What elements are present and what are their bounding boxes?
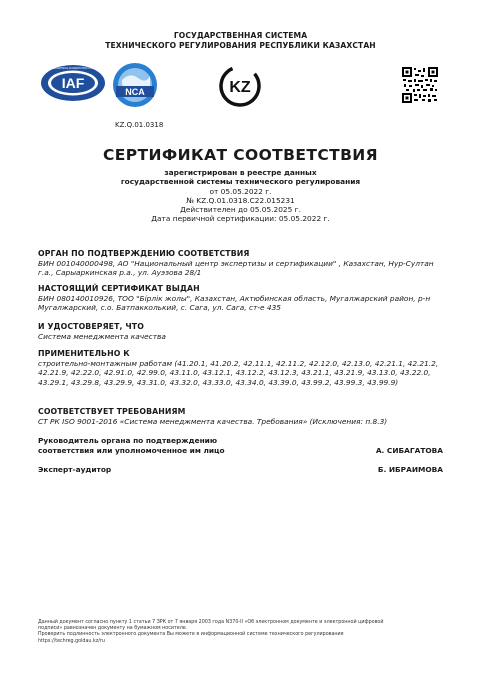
certificate-title: СЕРТИФИКАТ СООТВЕТСТВИЯ: [103, 146, 378, 164]
qr-code[interactable]: [402, 67, 438, 103]
footer-line-1: Данный документ согласно пункту 1 статьи 7 ЗРК от 7 января 2003 года N370-II «Об электронном документе и электронной цифровой: [38, 620, 384, 625]
section-issued-heading: НАСТОЯЩИЙ СЕРТИФИКАТ ВЫДАН: [38, 284, 200, 293]
iaf-logo-text: IAF: [61, 75, 85, 91]
certificate-number: № KZ.Q.01.0318.C22.015231: [186, 195, 295, 205]
registration-number: KZ.Q.01.0318: [115, 121, 164, 129]
section-requirements: [38, 407, 448, 426]
section-requirements-text: СТ РК ISO 9001-2016 «Система менеджмента качества. Требования» (Исключения: п.8.3): [38, 416, 388, 426]
section-certifies-heading: И УДОСТОВЕРЯЕТ, ЧТО: [38, 322, 144, 331]
iaf-logo: [40, 64, 106, 102]
head-label-line-2: соответствия или уполномоченное им лицо: [38, 445, 225, 455]
footer-line-2: подписи» равнозначен документу на бумажном носителе.: [38, 626, 188, 632]
iaf-ring-text: INTERNATIONAL ACCREDITATION FORUM: [49, 68, 97, 71]
footer-line-3: Проверить подлинность электронного документа Вы можете в информационной системе технического регулирования: [38, 632, 344, 638]
section-applicable: [38, 349, 448, 387]
head-signature-name: А. СИБАГАТОВА: [375, 446, 443, 455]
initial-certification-date: Дата первичной сертификации: 05.05.2022 г.: [151, 214, 330, 224]
section-certifies-text: Система менеджмента качества: [38, 331, 166, 341]
subtitle-line-2: государственной системы технического регулирования: [120, 177, 361, 187]
head-signature-label: [38, 436, 225, 455]
subtitle-date: от 05.05.2022 г.: [209, 186, 272, 196]
section-organ: [38, 249, 448, 278]
header-line-1: ГОСУДАРСТВЕННАЯ СИСТЕМА: [173, 31, 308, 40]
section-organ-heading: ОРГАН ПО ПОДТВЕРЖДЕНИЮ СООТВЕТСТВИЯ: [38, 249, 250, 258]
header-line-2: ТЕХНИЧЕСКОГО РЕГУЛИРОВАНИЯ РЕСПУБЛИКИ КАЗАХСТАН: [105, 41, 376, 50]
nca-logo: [110, 62, 160, 108]
section-applicable-heading: ПРИМЕНИТЕЛЬНО К: [38, 349, 130, 358]
legal-footer: [38, 620, 448, 645]
section-requirements-heading: СООТВЕТСТВУЕТ ТРЕБОВАНИЯМ: [38, 407, 186, 416]
valid-until: Действителен до 05.05.2025 г.: [180, 205, 301, 215]
subtitle-line-1: зарегистрирован в реестре данных: [164, 168, 317, 177]
auditor-name: Б. ИБРАИМОВА: [377, 465, 443, 474]
section-certifies: [38, 322, 448, 341]
section-applicable-text: строительно-монтажным работам (41.20.1, 41.20.2, 42.11.1, 42.11.2, 42.12.0, 42.13.0, 42.21.1, 42.21.2, 42.21.9, 42.22.0, 42.91.0, 42.99.0, 43.11.0, 43.12.1, 43.12.2, 43.12.3, 43.21.1, 43.21.9, 43.13.0, 43.22.0, 43.29.1, 43.29.8, 43.29.9, 43.31.0, 43.32.0, 43.33.0, 43.34.0, 43.39.0, 43.99.2, 43.99.3, 43.99.9): [38, 358, 439, 387]
footer-link[interactable]: https://techreg.goldau.kz/ru: [38, 638, 105, 644]
conformity-mark-text: KZ: [229, 79, 251, 96]
nca-logo-text: NCA: [125, 87, 145, 97]
section-organ-text: БИН 001040000498, АО "Национальный центр экспертизы и сертификации" , Казахстан, Нур-Султан г.а., Сарыаркинская р.а., ул. Ауэзова 28/1: [38, 258, 434, 278]
certificate-subtitle: [0, 168, 481, 224]
section-issued: [38, 284, 448, 313]
section-issued-text: БИН 080140010926, ТОО "Бірлік жолы", Казахстан, Актюбинская область, Мугалжарский район, р-н Мугалжарский, с.о. Батпакколький, с. Сага, ул. Сага, ст-е 435: [38, 293, 431, 313]
head-label-line-1: Руководитель органа по подтверждению: [38, 436, 218, 445]
document-header: [0, 31, 481, 51]
conformity-mark-logo: [219, 65, 261, 107]
auditor-label: Эксперт-аудитор: [38, 465, 112, 474]
